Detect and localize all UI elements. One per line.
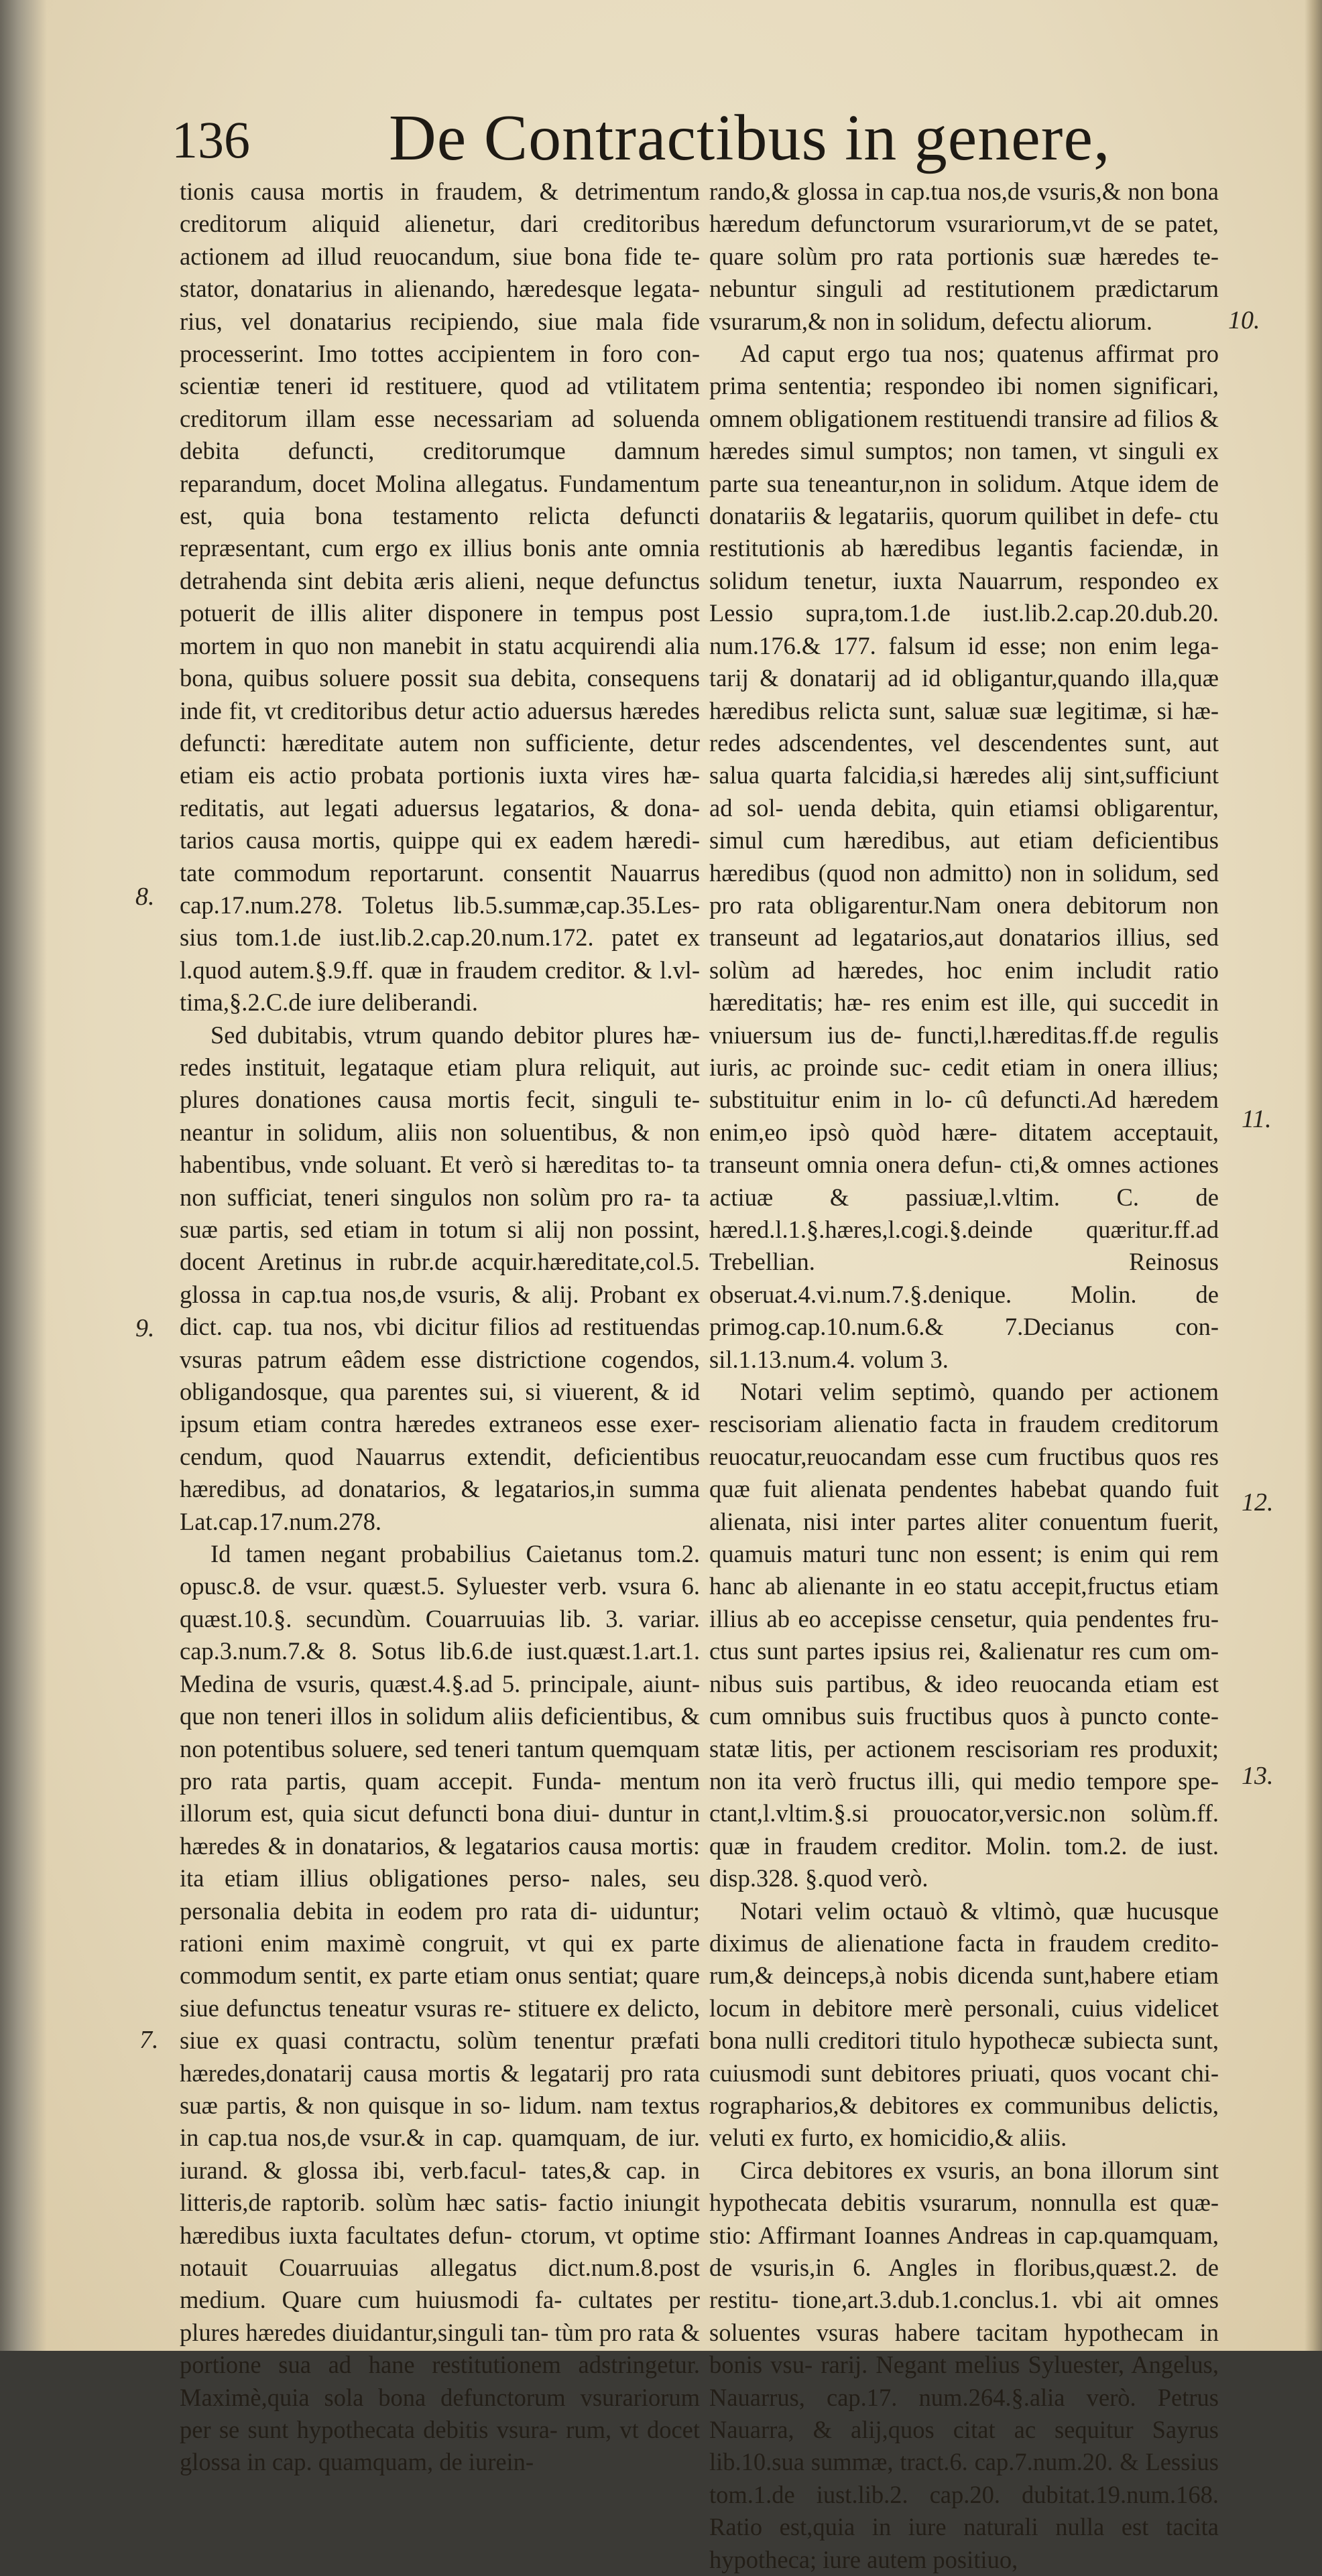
paragraph: rando,& glossa in cap.tua nos,de vsuris,& non bona hæredum defunctorum vsurariorum,vt de se patet, quare solùm pro rata portionis suæ hæredes te- nebuntur singuli ad restitutionem prædictarum vsurarum,& non in solidum, defectu aliorum. (709, 178, 1219, 335)
running-title: De Contractibus in genere, (389, 102, 1111, 174)
paragraph: Sed dubitabis, vtrum quando debitor plures hæ- redes instituit, legataque etiam plura reliquit, aut plures donationes causa mortis fecit, singuli te- neantur in solidum, aliis non soluentibus, & non habentibus, vnde soluant. Et verò si hæreditas to- ta non sufficiat, teneri singulos non solùm pro ra- ta suæ partis, sed etiam in totum si alij non possint, docent Aretinus in rubr.de acquir.hæreditate,col.5. glossa in cap.tua nos,de vsuris, & alij. Probant ex dict. cap. tua nos, vbi dicitur filios ad restituendas vsuras patrum eâdem esse districtione cogendos, obligandosque, qua parentes sui, si viuerent, & id ipsum etiam contra hæredes extraneos esse exer- cendum, quod Nauarrus extendit, deficientibus hæredibus, ad donatarios, & legatarios,in summa Lat.cap.17.num.278. (180, 1021, 700, 1535)
page-edge (1305, 0, 1322, 2351)
margin-number: 7. (139, 2026, 159, 2054)
margin-number: 9. (135, 1314, 155, 1342)
right-column (709, 176, 1219, 2573)
margin-number: 8. (135, 883, 155, 911)
paragraph: Notari velim octauò & vltimò, quæ hucusque diximus de alienatione facta in fraudem credito- rum,& deinceps,à nobis dicenda sunt,habere etiam locum in debitore merè personali, cuius videlicet bona nulli creditori titulo hypothecæ subiecta sunt, cuiusmodi sunt debitores priuati, quos vocant chi- rographarios,& debitores ex communibus delictis, veluti ex furto, ex homicidio,& aliis. (709, 1896, 1219, 2152)
binding-gutter (0, 0, 47, 2351)
margin-number: 13. (1242, 1762, 1274, 1790)
paragraph: tionis causa mortis in fraudem, & detrimentum creditorum aliquid alienetur, dari creditoribus actionem ad illud reuocandum, siue bona fide te- stator, donatarius in alienando, hæredesque legata- rius, vel donatarius recipiendo, siue mala fide processerint. Imo tottes accipientem in foro con- scientiæ teneri id restituere, quod ad vtilitatem creditorum illam esse necessariam ad soluenda debita defuncti, creditorumque damnum reparandum, docet Molina allegatus. Fundamentum est, quia bona testamento relicta defuncti repræsentant, cum ergo ex illius bonis ante omnia detrahenda sint debita æris alieni, neque defunctus potuerit de illis aliter disponere in tempus post mortem in quo non manebit in statu acquirendi alia bona, quibus soluere possit sua debita, consequens inde fit, vt creditoribus detur actio aduersus hæredes defuncti: hæreditate autem non sufficiente, detur etiam eis actio probata portionis iuxta vires hæ- reditatis, aut legati aduersus legatarios, & dona- tarios causa mortis, quippe qui ex eadem hæredi- tate commodum reportarunt. consentit Nauarrus cap.17.num.278. Toletus lib.5.summæ,cap.35.Les- sius tom.1.de iust.lib.2.cap.20.num.172. patet ex l.quod autem.§.9.ff. quæ in fraudem creditor. & l.vl- tima,§.2.C.de iure deliberandi. (180, 178, 700, 1017)
margin-number: 11. (1242, 1105, 1272, 1133)
margin-number: 10. (1228, 306, 1260, 334)
paragraph: Circa debitores ex vsuris, an bona illorum sint hypothecata debitis vsurarum, nonnulla est quæ- stio: Affirmant Ioannes Andreas in cap.quamquam, de vsuris,in 6. Angles in floribus,quæst.2. de restitu- tione,art.3.dub.1.conclus.1. vbi ait omnes soluentes vsuras habere tacitam hypothecam in bonis vsu- rarij. Negant melius Syluester, Angelus, Nauarrus, cap.17. num.264.§.alia verò. Petrus Nauarra, & alij,quos citat ac sequitur Sayrus lib.10.sua summæ, tract.6. cap.7.num.20. & Lessius tom.1.de iust.lib.2. cap.20. dubitat.19.num.168. Ratio est,quia in iure naturali nulla est tacita hypotheca; iure autem positiuo, (709, 2156, 1219, 2573)
page-number: 136 (172, 111, 250, 169)
paragraph: Notari velim septimò, quando per actionem rescisoriam alienatio facta in fraudem creditorum reuocatur,reuocandam esse cum fructibus quos res quæ fuit alienata pendentes habebat quando fuit alienata, nisi inter partes aliter conuentum fuerit, quamuis maturi tunc non essent; is enim qui rem hanc ab alienante in eo statu accepit,fructus etiam illius ab eo accepisse censetur, quia pendentes fru- ctus sunt partes ipsius rei, &alienatur res cum om- nibus suis partibus, & ideo reuocanda etiam est cum omnibus suis fructibus quos à puncto conte- statæ litis, per actionem rescisoriam res produxit; non ita verò fructus illi, qui medio tempore spe- ctant,l.vltim.§.si prouocator,versic.non solùm.ff. quæ in fraudem creditor. Molin. tom.2. de iust. disp.328. §.quod verò. (709, 1378, 1219, 1892)
paragraph: Ad caput ergo tua nos; quatenus affirmat pro prima sententia; respondeo ibi nomen significari, omnem obligationem restituendi transire ad filios & hæredes simul sumptos; non tamen, vt singuli ex parte sua teneantur,non in solidum. Atque idem de donatariis & legatariis, quorum quilibet in defe- ctu restitutionis ab hæredibus legantis faciendæ, in solidum tenetur, iuxta Nauarrum, respondeo ex Lessio supra,tom.1.de iust.lib.2.cap.20.dub.20. num.176.& 177. falsum id esse; non enim lega- tarij & donatarij ad id obligantur,quando illa,quæ hæredibus relicta sunt, saluæ suæ legitimæ, si hæ- redes adscendentes, vel descendentes sunt, aut salua quarta falcidia,si hæredes alij sint,sufficiunt ad sol- uenda debita, quin etiamsi obligarentur, simul cum hæredibus, aut etiam deficientibus hæredibus (quod non admitto) non in solidum, sed pro rata obligarentur.Nam onera debitorum non transeunt ad legatarios,aut donatarios illius, sed solùm ad hæredes, hoc enim includit ratio hæreditatis; hæ- res enim est ille, qui succedit in vniuersum ius de- functi,l.hæreditas.ff.de regulis iuris, ac proinde suc- cedit etiam in onera illius; substituitur enim in lo- cû defuncti.Ad hæredem enim,eo ipsò quòd hære- ditatem acceptauit, transeunt omnia onera defun- cti,& omnes actiones actiuæ & passiuæ,l.vltim. C. de hæred.l.1.§.hæres,l.cogi.§.deinde quæritur.ff.ad Trebellian. Reinosus obseruat.4.vi.num.7.§.denique. Molin. de primog.cap.10.num.6.& 7.Decianus con- sil.1.13.num.4. volum 3. (709, 340, 1219, 1373)
left-column (180, 176, 700, 2476)
paragraph: Id tamen negant probabilius Caietanus tom.2. opusc.8. de vsur. quæst.5. Syluester verb. vsura 6. quæst.10.§. secundùm. Couarruuias lib. 3. variar. cap.3.num.7.& 8. Sotus lib.6.de iust.quæst.1.art.1. Medina de vsuris, quæst.4.§.ad 5. principale, aiunt- que non teneri illos in solidum aliis deficientibus, & non potentibus soluere, sed teneri tantum quemquam pro rata partis, quam accepit. Funda- mentum illorum est, quia sicut defuncti bona diui- duntur in hæredes & in donatarios, & legatarios causa mortis: ita etiam illius obligationes perso- nales, seu personalia debita in eodem pro rata di- uiduntur; rationi enim maximè congruit, vt qui ex parte commodum sentit, ex parte etiam onus sentiat; quare siue defunctus teneatur vsuras re- stituere ex delicto, siue ex quasi contractu, solùm tenentur præfati hæredes,donatarij causa mortis & legatarij pro rata suæ partis, & non quisque in so- lidum. nam textus in cap.tua nos,de vsur.& in cap. quamquam, de iur. iurand. & glossa ibi, verb.facul- tates,& cap. in litteris,de raptorib. solùm hæc satis- factio iniungit hæredibus iuxta facultates defun- ctorum, vt optime notauit Couarruuias allegatus dict.num.8.post medium. Quare cum huiusmodi fa- cultates per plures hæredes diuidantur,singuli tan- tùm pro rata & portione sua ad hane restitutionem adstringetur. Maximè,quia sola bona defunctorum vsurariorum per se sunt hypothecata debitis vsura- rum, vt docet glossa in cap. quamquam, de iurein- (180, 1540, 700, 2476)
page-header (0, 94, 1322, 174)
margin-number: 12. (1242, 1488, 1274, 1517)
